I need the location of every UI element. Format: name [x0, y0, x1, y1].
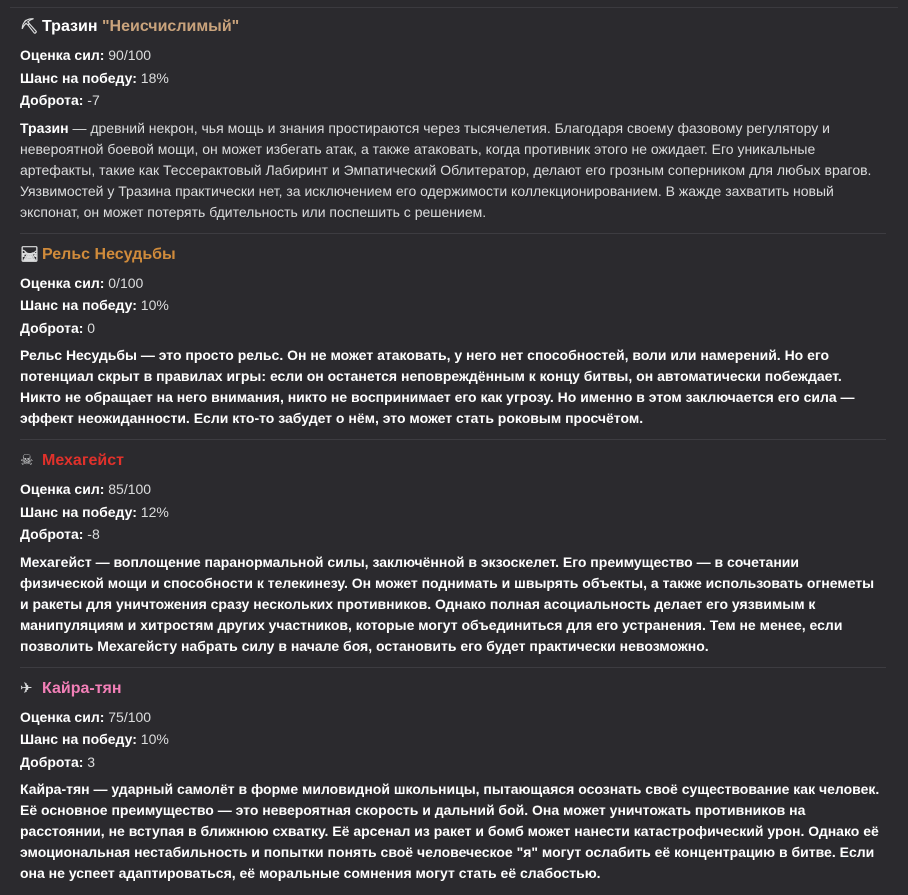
stat-power — [20, 272, 886, 295]
stat-power — [20, 44, 886, 67]
stat-value: 85/100 — [108, 481, 152, 497]
stat-label: Шанс на победу: — [20, 503, 137, 520]
description-text: — воплощение паранормальной силы, заключённой в экзоскелет. Его преимущество — в сочетании физической мощи и способности к телекинезу. Он может поднимать и швырять объекты, а также использовать огнеметы и ракеты для уничтожения сразу нескольких противников. Однако полная асоциальность делает его уязвимым к манипуляциям и хитростям других участников, которые могут объединиться для его устранения. Тем не менее, если позволить — [20, 553, 875, 654]
description-name: Тразин — [20, 119, 69, 136]
stat-value: -7 — [87, 92, 100, 108]
stat-win-chance — [20, 67, 886, 90]
stat-win-chance — [20, 728, 886, 751]
stat-value: 18% — [140, 69, 169, 86]
description-name: Кайра-тян — [20, 781, 90, 797]
stat-label: Оценка сил: — [20, 481, 105, 497]
character-description — [20, 345, 886, 429]
stat-value: 75/100 — [108, 708, 152, 725]
character-name: Кайра-тян — [42, 679, 122, 697]
top-divider — [10, 7, 898, 8]
character-name: Рельс Несудьбы — [42, 245, 176, 263]
character-section-rail — [20, 233, 886, 440]
description-text: — древний некрон, чья мощь и знания простираются через тысячелетия. Благодаря своему фазовому регулятору и невероятной боевой мощи, он может избегать атак, а также атаковать, когда противник этого не ожидает. Его уникальные артефакты, такие как Тессерактовый Лабиринт и Эмпатический Облитератор, делают его грозным соперником для любых врагов. Уязвимостей у Тразина практически нет, за исключением его одержимости коллекционированием. В жажде захватить новый экспонат, он может потерять бдительность или поспешить с решением. — [20, 119, 872, 220]
stat-label: Оценка сил: — [20, 274, 105, 291]
stat-label: Шанс на победу: — [20, 731, 137, 747]
character-description — [20, 118, 886, 223]
stat-value: -8 — [87, 526, 100, 542]
stat-label: Доброта: — [20, 319, 84, 336]
stat-value: 90/100 — [108, 47, 152, 63]
skull-crossbones-icon: ☠ — [20, 452, 34, 469]
stat-power — [20, 478, 886, 501]
stat-power — [20, 706, 886, 729]
section-title — [20, 14, 886, 40]
description-text: могут ослабить её концентрацию в битве. Если она не успеет адаптироваться, её моральные сомнения могут стать её слабостью. — [20, 844, 875, 881]
description-name-inline: Мехагейсту — [97, 637, 178, 654]
stat-value: 0 — [87, 319, 96, 336]
description-name: Рельс Несудьбы — [20, 347, 137, 363]
section-title — [20, 448, 886, 474]
railway-track-icon: 🛤 — [20, 245, 40, 263]
description-text: набрать силу в начале боя, остановить его будет практически невозможно. — [177, 637, 709, 654]
stat-win-chance — [20, 501, 886, 524]
airplane-icon: ✈ — [20, 679, 33, 697]
stat-win-chance — [20, 294, 886, 317]
stat-label: Оценка сил: — [20, 47, 105, 63]
character-name: Мехагейст — [42, 452, 124, 469]
character-section-trazyn — [20, 14, 886, 233]
pickaxe-icon: ⛏ — [20, 18, 40, 35]
description-name: Мехагейст — [20, 553, 92, 570]
description-text: — это просто рельс. Он не может атаковать, у него нет способностей, воли или намерений. Но его потенциал скрыт в правилах игры: если он останется неповреждённым к концу битвы, он автоматически побеждает. Никто не обращает на него внимания, никто не воспринимает его как угрозу. Но именно в этом заключается его сила — эффект неожиданности. Если кто-то забудет о нём, это может стать роковым просчётом. — [20, 347, 855, 426]
character-epithet: "Неисчислимый" — [101, 18, 240, 35]
stat-value: 12% — [140, 503, 169, 520]
character-section-kaira — [20, 667, 886, 895]
stat-label: Доброта: — [20, 92, 84, 108]
stat-value: 10% — [140, 731, 169, 747]
stat-label: Оценка сил: — [20, 708, 105, 725]
description-quote: "я" — [516, 844, 539, 860]
stat-kindness — [20, 89, 886, 112]
message-content — [20, 14, 886, 894]
character-description — [20, 552, 886, 657]
stat-value: 0/100 — [108, 274, 144, 291]
stat-value: 3 — [87, 753, 96, 770]
stat-kindness — [20, 317, 886, 340]
character-name: Тразин — [42, 18, 98, 35]
description-text: — ударный самолёт в форме миловидной школьницы, пытающаяся осознать своё существование как человек. Её основное преимущество — это невероятная скорость и дальний бой. Она может уничтожать противников на расстоянии, не вступая в ближнюю схватку. Её арсенал из ракет и бомб может нанести катастрофический урон. Однако её эмоциональная нестабильность и попытки понять своё человеческое — [20, 781, 880, 860]
section-title — [20, 242, 886, 268]
stat-label: Шанс на победу: — [20, 69, 137, 86]
stat-label: Доброта: — [20, 526, 84, 542]
stat-value: 10% — [140, 297, 169, 313]
section-title — [20, 676, 886, 702]
stat-kindness — [20, 523, 886, 546]
stat-kindness — [20, 751, 886, 774]
character-description — [20, 779, 886, 884]
stat-label: Доброта: — [20, 753, 84, 770]
stat-label: Шанс на победу: — [20, 297, 137, 313]
character-section-mechageist — [20, 439, 886, 667]
